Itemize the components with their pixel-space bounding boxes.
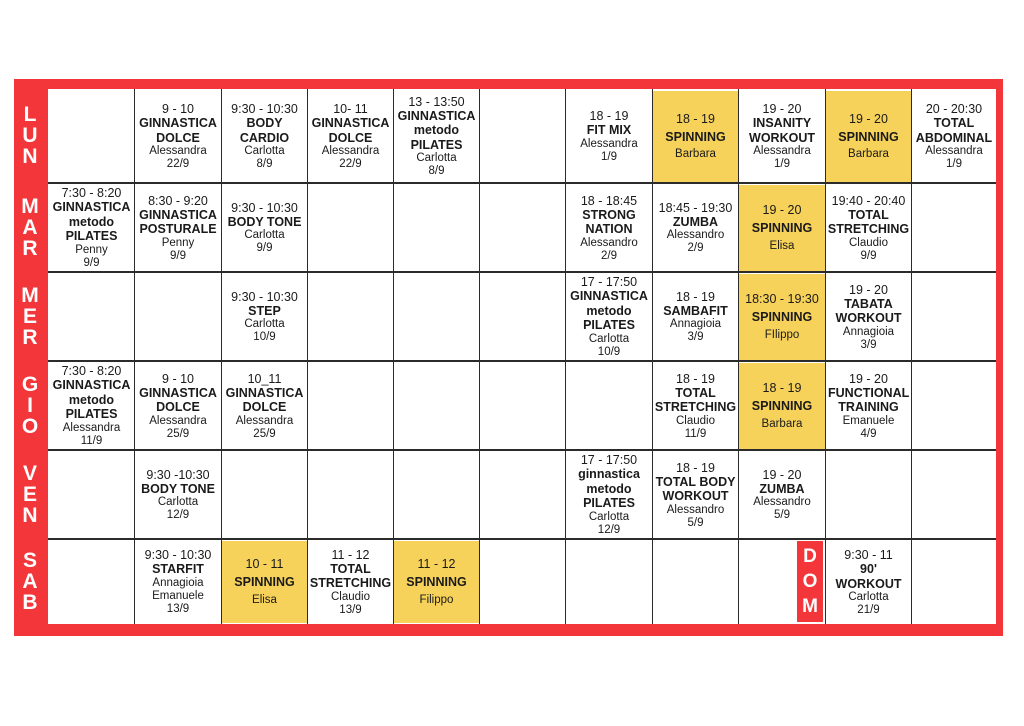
grid-column-line [738,89,739,624]
day-label-ven: V E N [22,461,38,527]
class-date: 25/9 [166,427,190,440]
class-instructor: Elisa [252,593,277,606]
class-instructor: Alessandra [149,145,207,157]
grid-row-line [48,271,996,273]
class-cell [826,363,911,449]
class-date: 10/9 [253,331,276,344]
class-name: GINNASTICA metodo PILATES [397,108,476,152]
class-cell [222,274,307,360]
class-date: 9/9 [256,242,273,255]
class-instructor: Alessandra [753,145,811,157]
class-date: 1/9 [601,150,617,163]
class-cell [394,541,479,623]
class-cell [308,91,393,182]
class-instructor: Carlotta [244,145,285,157]
class-cell [135,452,221,538]
class-instructor: Penny [75,243,108,256]
class-cell [394,91,479,182]
class-date: 5/9 [774,509,790,522]
class-date: 9/9 [860,249,877,262]
class-instructor: Claudio [676,414,715,427]
class-time: 9:30 - 10:30 [144,548,212,563]
class-time: 18 - 19 [676,371,715,386]
class-name: FUNCTIONAL TRAINING [828,385,910,414]
class-name: FIT MIX [586,123,632,138]
class-cell [826,541,911,624]
class-date: 22/9 [339,158,362,170]
class-instructor: Claudio [331,590,370,603]
class-instructor: Barbara [675,148,716,161]
class-time: 9:30 - 10:30 [231,289,298,304]
class-instructor: Carlotta [157,496,199,509]
class-date: 8/9 [428,165,445,178]
class-name: SPINNING [665,129,726,144]
class-name: SPINNING [234,575,295,590]
class-name: SPINNING [751,310,813,325]
class-date: 4/9 [860,427,877,440]
class-cell [739,363,825,449]
class-time: 13 - 13:50 [408,94,465,109]
class-name: ZUMBA [759,481,805,496]
class-instructor: Barbara [848,148,889,161]
class-cell [135,91,221,182]
class-instructor: Alessandra [925,145,983,157]
class-date: 1/9 [774,158,790,170]
class-cell [308,541,393,623]
class-name: GINNASTICA DOLCE [139,116,217,145]
class-date: 13/9 [339,603,362,616]
class-cell [653,185,738,271]
class-time: 7:30 - 8:20 [61,186,122,201]
class-time: 18 - 19 [676,460,715,475]
class-instructor: Filippo [419,593,454,606]
day-label-dom: D O M [797,541,823,622]
class-cell [653,452,738,538]
day-label-mar: M A R [21,194,39,260]
class-time: 7:30 - 8:20 [61,364,122,379]
class-time: 18 - 19 [762,381,802,396]
class-instructor: Carlotta [244,318,285,331]
class-name: TOTAL STRETCHING [309,561,392,590]
class-instructor: Claudio [849,236,888,249]
class-name: SPINNING [751,399,813,414]
class-name: TABATA WORKOUT [835,296,902,325]
class-instructor: Carlotta [244,229,285,242]
class-time: 10- 11 [333,102,368,116]
class-cell [566,185,652,271]
grid-row-line [48,182,996,184]
class-cell [653,274,738,360]
class-date: 2/9 [687,242,704,255]
class-name: TOTAL STRETCHING [827,207,910,236]
class-cell [912,91,996,182]
class-date: 9/9 [83,256,100,269]
class-date: 11/9 [80,434,103,447]
class-cell [826,274,911,360]
class-date: 5/9 [687,516,704,529]
class-instructor: Carlotta [588,332,630,345]
grid-column-line [825,89,826,624]
class-name: BODY TONE [141,481,215,496]
class-name: SPINNING [406,575,467,590]
class-time: 19 - 20 [762,203,802,218]
class-time: 9:30 - 10:30 [231,102,298,116]
class-time: 20 - 20:30 [925,102,983,116]
class-cell [653,91,738,182]
class-cell [739,452,825,538]
class-time: 8:30 - 9:20 [148,193,208,208]
class-cell [826,91,911,182]
class-time: 9:30 - 10:30 [231,200,298,215]
class-time: 9:30 - 11 [844,548,893,562]
class-cell [826,185,911,271]
class-instructor: Carlotta [588,510,630,523]
class-instructor: FIlippo [764,328,800,341]
class-time: 19:40 - 20:40 [831,193,906,208]
day-label-sab: S A B [22,549,38,614]
class-instructor: Alessandro [753,496,811,509]
class-date: 13/9 [166,602,190,615]
class-name: STEP [248,303,281,318]
class-cell [739,91,825,182]
class-instructor: Alessandra [149,414,207,427]
class-time: 18:30 - 19:30 [745,292,819,307]
class-name: STRONG NATION [582,207,636,236]
class-cell [566,274,652,360]
day-label-mer: M E R [21,283,39,349]
class-instructor: Carlotta [848,591,889,603]
class-instructor: Elisa [769,239,795,252]
class-time: 17 - 17:50 [580,453,638,468]
class-name: INSANITY WORKOUT [749,116,815,145]
class-date: 9/9 [170,249,186,262]
class-time: 18 - 19 [676,289,715,304]
class-date: 12/9 [166,509,190,522]
class-date: 8/9 [256,158,273,170]
class-cell [49,185,134,271]
class-time: 11 - 12 [417,557,456,572]
class-name: TOTAL ABDOMINAL [915,116,993,145]
class-name: SPINNING [838,129,899,144]
class-date: 1/9 [946,158,962,170]
class-instructor: Alessandra [235,414,294,427]
class-instructor: Alessandro [666,503,725,516]
class-instructor: Penny [161,236,195,249]
grid-column-line [911,89,912,624]
class-name: SAMBAFIT [663,303,728,318]
class-instructor: Carlotta [416,152,457,165]
class-instructor: Annagioia [842,325,895,338]
class-instructor: Alessandro [580,236,638,249]
class-cell [135,541,221,623]
class-cell [222,363,307,449]
class-cell [222,91,307,182]
day-label-lun: L U N [22,103,38,168]
class-time: 17 - 17:50 [580,275,638,290]
class-instructor: Alessandro [666,229,725,242]
class-name: GINNASTICA DOLCE [311,116,390,145]
class-name: TOTAL STRETCHING [654,385,737,414]
class-instructor: Emanuele [842,414,895,427]
class-date: 3/9 [860,338,877,351]
grid-column-line [565,89,566,624]
class-name: BODY TONE [227,214,302,229]
class-instructor: Annagioia Emanuele [152,576,204,602]
class-cell [739,185,825,271]
class-name: GINNASTICA DOLCE [225,385,304,414]
class-date: 25/9 [253,427,276,440]
grid-column-line [221,89,222,624]
grid-column-line [652,89,653,624]
grid-row-line [48,538,996,540]
class-name: STARFIT [152,562,204,577]
class-name: GINNASTICA metodo PILATES [570,289,648,333]
grid-column-line [479,89,480,624]
class-time: 10_11 [247,371,282,386]
grid-column-line [307,89,308,624]
class-name: 90' WORKOUT [835,562,902,591]
class-date: 3/9 [687,331,704,344]
class-date: 21/9 [857,604,880,616]
class-cell [566,91,652,182]
class-name: GINNASTICA metodo PILATES [52,200,131,244]
grid-row-line [48,360,996,362]
class-cell [222,185,307,271]
class-date: 12/9 [597,523,621,536]
class-time: 9 - 10 [162,102,194,116]
class-date: 10/9 [597,345,621,358]
grid-column-line [393,89,394,624]
class-cell [135,185,221,271]
class-time: 19 - 20 [849,282,888,297]
class-date: 11/9 [684,427,707,440]
class-instructor: Barbara [761,417,803,430]
class-instructor: Annagioia [669,318,722,331]
class-time: 18 - 19 [589,109,629,124]
class-cell [49,363,134,449]
class-instructor: Alessandra [62,421,121,434]
day-label-gio: G I O [21,372,39,438]
class-instructor: Alessandra [580,137,638,150]
class-time: 19 - 20 [849,111,888,126]
class-cell [566,452,652,538]
class-time: 19 - 20 [762,467,802,482]
class-name: TOTAL BODY WORKOUT [655,474,736,503]
class-name: GINNASTICA metodo PILATES [52,378,131,422]
class-time: 11 - 12 [331,547,370,562]
class-time: 18 - 18:45 [580,193,638,208]
weekly-schedule-grid [48,89,996,624]
class-name: GINNASTICA POSTURALE [139,207,217,236]
class-cell [739,274,825,360]
class-time: 18 - 19 [676,111,715,126]
class-cell [222,541,307,623]
class-time: 9:30 -10:30 [146,467,210,482]
class-cell [653,363,738,449]
class-time: 18:45 - 19:30 [658,200,733,215]
class-time: 19 - 20 [762,102,802,116]
grid-column-line [134,89,135,624]
class-name: ZUMBA [672,214,719,229]
class-name: GINNASTICA DOLCE [139,385,217,414]
class-instructor: Alessandra [321,145,380,157]
class-name: ginnastica metodo PILATES [578,467,640,511]
class-date: 2/9 [601,249,617,262]
class-date: 22/9 [166,158,190,170]
class-name: BODY CARDIO [239,116,290,145]
class-name: SPINNING [751,221,813,236]
class-time: 10 - 11 [245,557,284,572]
grid-row-line [48,449,996,451]
class-cell [135,363,221,449]
class-time: 19 - 20 [849,371,888,386]
class-time: 9 - 10 [162,371,194,386]
